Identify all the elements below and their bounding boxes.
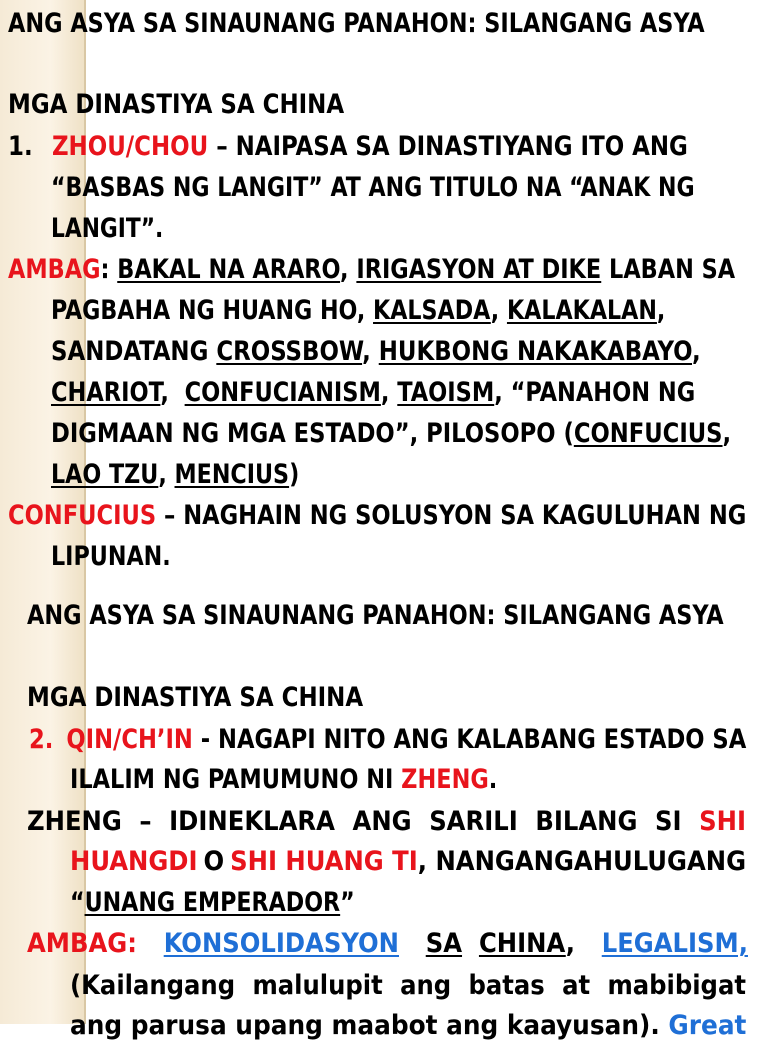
comma: , <box>362 336 371 367</box>
dynasty-desc-1: - NAGAPI NITO ANG KALABANG ESTADO SA <box>192 724 747 755</box>
shi-red: SHI <box>699 806 746 837</box>
ambag-line-3 <box>51 332 701 372</box>
kailangan-line <box>70 966 746 1006</box>
comma: , <box>158 459 167 490</box>
slide-1-title: ANG ASYA SA SINAUNANG PANAHON: SILANGANG ASYA <box>8 8 705 39</box>
comma: , <box>656 295 666 326</box>
lao-tzu: LAO TZU <box>51 459 159 490</box>
word: ZHENG <box>27 806 122 837</box>
confucius-desc-2: LIPUNAN. <box>51 541 171 572</box>
word: (Kailangang <box>70 970 236 1001</box>
ambag-label: AMBAG: <box>27 928 137 959</box>
parusa-text: ang parusa upang maabot ang kaayusan). <box>70 1010 660 1041</box>
word: malulupit <box>252 970 383 1001</box>
word: mabibigat <box>607 970 746 1001</box>
confucianism: CONFUCIANISM <box>184 377 381 408</box>
legalism: LEGALISM, <box>601 928 748 959</box>
ambag-line-4 <box>51 373 695 413</box>
confucius-underlined: CONFUCIUS <box>573 418 723 449</box>
comma: , <box>380 377 390 408</box>
comma: , <box>722 418 732 449</box>
dynasty-desc-2 <box>70 760 497 800</box>
word: ang <box>400 970 452 1001</box>
open-quote: “ <box>70 887 85 918</box>
bakal-na-araro: BAKAL NA ARARO <box>117 254 341 285</box>
comma: , <box>565 928 575 959</box>
shi-huang-ti-red: SHI HUANG TI <box>230 846 418 877</box>
slide-2-title: ANG ASYA SA SINAUNANG PANAHON: SILANGANG ASYA <box>27 600 724 631</box>
kalsada: KALSADA <box>373 295 491 326</box>
word: batas <box>468 970 545 1001</box>
pagbaha: PAGBAHA NG HUANG HO, <box>51 295 374 326</box>
nangangahulugang: , NANGANGAHULUGANG <box>417 846 746 877</box>
comma: , <box>340 254 349 285</box>
mencius: MENCIUS <box>174 459 290 490</box>
slide-2-item-2 <box>29 720 746 760</box>
word: BILANG <box>535 806 638 837</box>
dynasty-desc-3: LANGIT”. <box>51 213 164 244</box>
word: IDINEKLARA <box>169 806 335 837</box>
zheng-red: ZHENG <box>401 764 489 795</box>
dynasty-name: ZHOU/CHOU <box>51 131 209 162</box>
sandatang: SANDATANG <box>51 336 217 367</box>
ambag-line-1 <box>27 924 748 964</box>
item-number: 2. <box>29 724 54 755</box>
konsolidasyon: KONSOLIDASYON <box>163 928 399 959</box>
laban-sa: LABAN SA <box>601 254 736 285</box>
slide-1-item-1 <box>8 127 688 167</box>
ambag-line-2 <box>51 291 665 331</box>
confucius-desc-1: – NAGHAIN NG SOLUSYON SA KAGULUHAN NG <box>156 500 747 531</box>
comma: , <box>490 295 500 326</box>
confucius-label: CONFUCIUS <box>8 500 157 531</box>
word: at <box>562 970 591 1001</box>
comma: , <box>691 336 701 367</box>
item-number: 1. <box>8 131 33 162</box>
huangdi-red: HUANGDI <box>70 846 198 877</box>
slide-2-subtitle: MGA DINASTIYA SA CHINA <box>27 682 364 713</box>
ambag-label: AMBAG <box>8 254 101 285</box>
confucius-line-1 <box>8 496 746 536</box>
hukbong-nakakabayo: HUKBONG NAKAKABAYO <box>378 336 692 367</box>
ilalim-text: ILALIM NG PAMUMUNO NI <box>70 764 402 795</box>
zheng-line-3 <box>70 883 355 923</box>
last-line-cut <box>70 1006 746 1046</box>
word: – <box>139 806 152 837</box>
great-blue: Great <box>668 1010 747 1041</box>
chariot: CHARIOT <box>51 377 161 408</box>
dynasty-name: QIN/CH’IN <box>66 724 193 755</box>
comma: , <box>160 377 169 408</box>
unang-emperador: UNANG EMPERADOR <box>84 887 341 918</box>
ambag-line-5 <box>51 414 731 454</box>
word: SI <box>655 806 682 837</box>
ambag-line-1 <box>8 250 735 290</box>
colon: : <box>100 254 118 285</box>
panahon-ng: , “PANAHON NG <box>494 377 696 408</box>
ambag-line-6 <box>51 455 299 495</box>
crossbow: CROSSBOW <box>216 336 363 367</box>
word-o: O <box>203 846 225 877</box>
digmaan: DIGMAAN NG MGA ESTADO”, PILOSOPO ( <box>51 418 574 449</box>
taoism: TAOISM <box>397 377 495 408</box>
china: CHINA <box>478 928 566 959</box>
kalakalan: KALAKALAN <box>506 295 657 326</box>
sa: SA <box>425 928 463 959</box>
zheng-line-1 <box>27 802 746 842</box>
close-quote: ” <box>340 887 355 918</box>
dynasty-desc-1: – NAIPASA SA DINASTIYANG ITO ANG <box>208 131 688 162</box>
zheng-line-2 <box>70 842 746 882</box>
word: SARILI <box>429 806 518 837</box>
close-paren: ) <box>289 459 300 490</box>
period: . <box>488 764 498 795</box>
slide-1-subtitle: MGA DINASTIYA SA CHINA <box>8 89 345 120</box>
irigasyon-at-dike: IRIGASYON AT DIKE <box>356 254 602 285</box>
dynasty-desc-2: “BASBAS NG LANGIT” AT ANG TITULO NA “ANAK NG <box>51 172 695 203</box>
word: ANG <box>352 806 412 837</box>
